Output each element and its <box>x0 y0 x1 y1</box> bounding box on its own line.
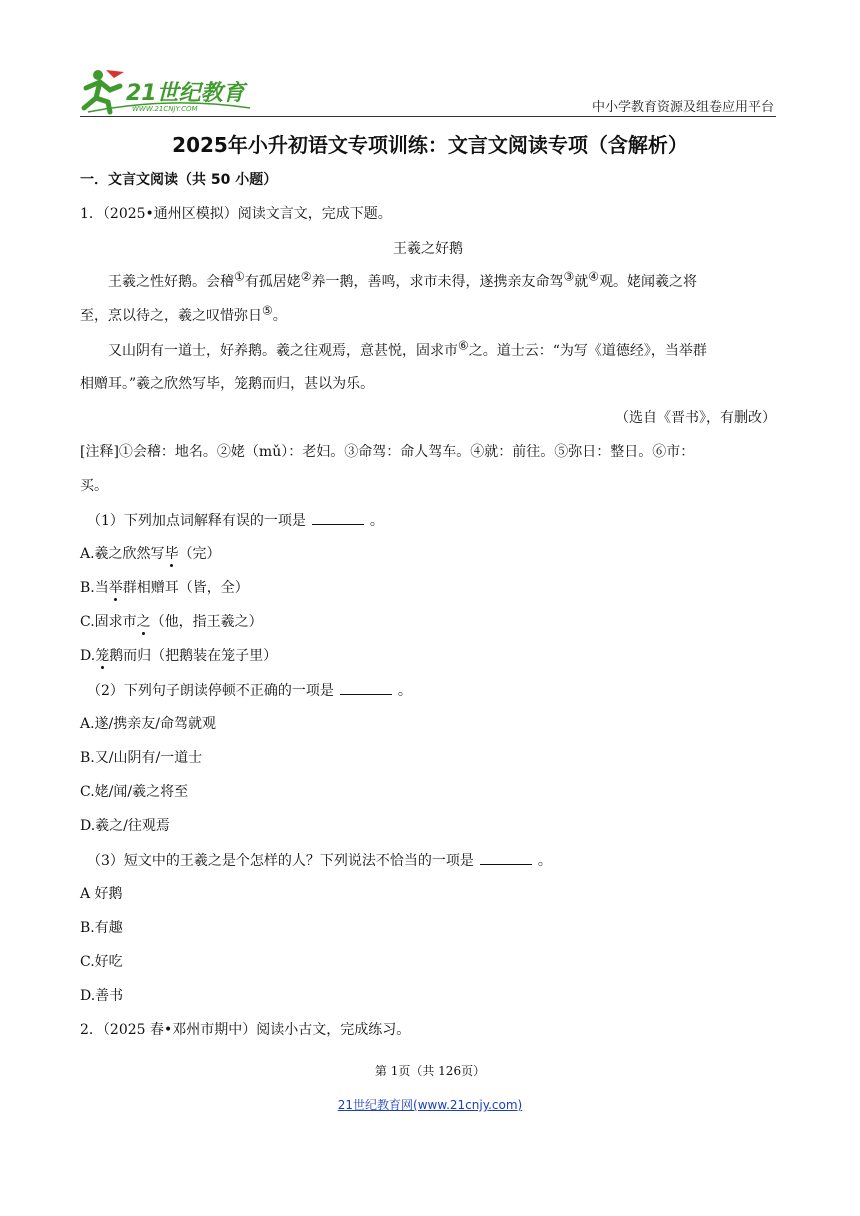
passage-paragraph-1-line-1: 王羲之性好鹅。会稽①有孤居姥②养一鹅，善鸣，求市未得，遂携亲友命驾③就④观。姥闻羲之将 <box>108 269 698 290</box>
passage-paragraph-1-line-2: 至，烹以待之，羲之叹惜弥日⑤。 <box>80 303 287 324</box>
logo-url-text: WWW.21CNJY.COM <box>132 105 198 113</box>
option-2b: B.又/山阴有/一道士 <box>80 750 203 766</box>
passage-title: 王羲之好鹅 <box>393 241 463 257</box>
option-3b: B.有趣 <box>80 920 123 936</box>
passage-source: （选自《晋书》，有删改） <box>615 410 776 426</box>
footer-link[interactable]: 21世纪教育网(www.21cnjy.com) <box>337 1098 523 1112</box>
option-1a: A.羲之欣然写毕（完） <box>80 546 221 562</box>
option-2a: A.遂/携亲友/命驾就观 <box>80 716 216 732</box>
question-2-stem: 2．（2025 春•邓州市期中）阅读小古文，完成练习。 <box>80 1022 411 1038</box>
section-heading: 一．文言文阅读（共 50 小题） <box>80 172 278 188</box>
runner-logo-icon <box>80 66 280 116</box>
option-3a: A 好鹅 <box>80 886 123 902</box>
answer-blank <box>340 680 392 695</box>
notes-line-2: 买。 <box>80 478 108 494</box>
option-1c: C.固求市之（他，指王羲之） <box>80 614 263 630</box>
header-divider <box>80 116 776 117</box>
question-1-stem: 1．（2025•通州区模拟）阅读文言文，完成下题。 <box>80 206 392 222</box>
answer-blank <box>312 510 364 525</box>
option-1b: B.当举群相赠耳（皆，全） <box>80 580 249 596</box>
option-1d: D.笼鹅而归（把鹅装在笼子里） <box>80 648 278 664</box>
logo-text: 21世纪教育 <box>126 81 245 106</box>
subquestion-3: （3）短文中的王羲之是个怎样的人？下列说法不恰当的一项是 。 <box>80 850 776 871</box>
subquestion-1: （1）下列加点词解释有误的一项是 。 <box>80 510 776 531</box>
platform-name: 中小学教育资源及组卷应用平台 <box>591 100 774 115</box>
passage-paragraph-2-line-1: 又山阴有一道士，好养鹅。羲之往观焉，意甚悦，固求市⑥之。道士云：“为写《道德经》，当举群 <box>108 338 707 359</box>
subquestion-2: （2）下列句子朗读停顿不正确的一项是 。 <box>80 680 776 701</box>
option-3c: C.好吃 <box>80 954 123 970</box>
logo <box>80 66 280 116</box>
document-title: 2025年小升初语文专项训练：文言文阅读专项（含解析） <box>172 133 688 157</box>
page-number: 第 1页（共 126页） <box>374 1064 486 1078</box>
option-2d: D.羲之/往观焉 <box>80 818 170 834</box>
option-3d: D.善书 <box>80 988 124 1004</box>
passage-paragraph-2-line-2: 相赠耳。”羲之欣然写毕，笼鹅而归，甚以为乐。 <box>80 376 375 392</box>
option-2c: C.姥/闻/羲之将至 <box>80 784 189 800</box>
answer-blank <box>480 850 532 865</box>
notes-line-1: [注释]①会稽：地名。②姥（mǔ）：老妇。③命驾：命人驾车。④就：前往。⑤弥日：整日。⑥市： <box>80 444 695 460</box>
